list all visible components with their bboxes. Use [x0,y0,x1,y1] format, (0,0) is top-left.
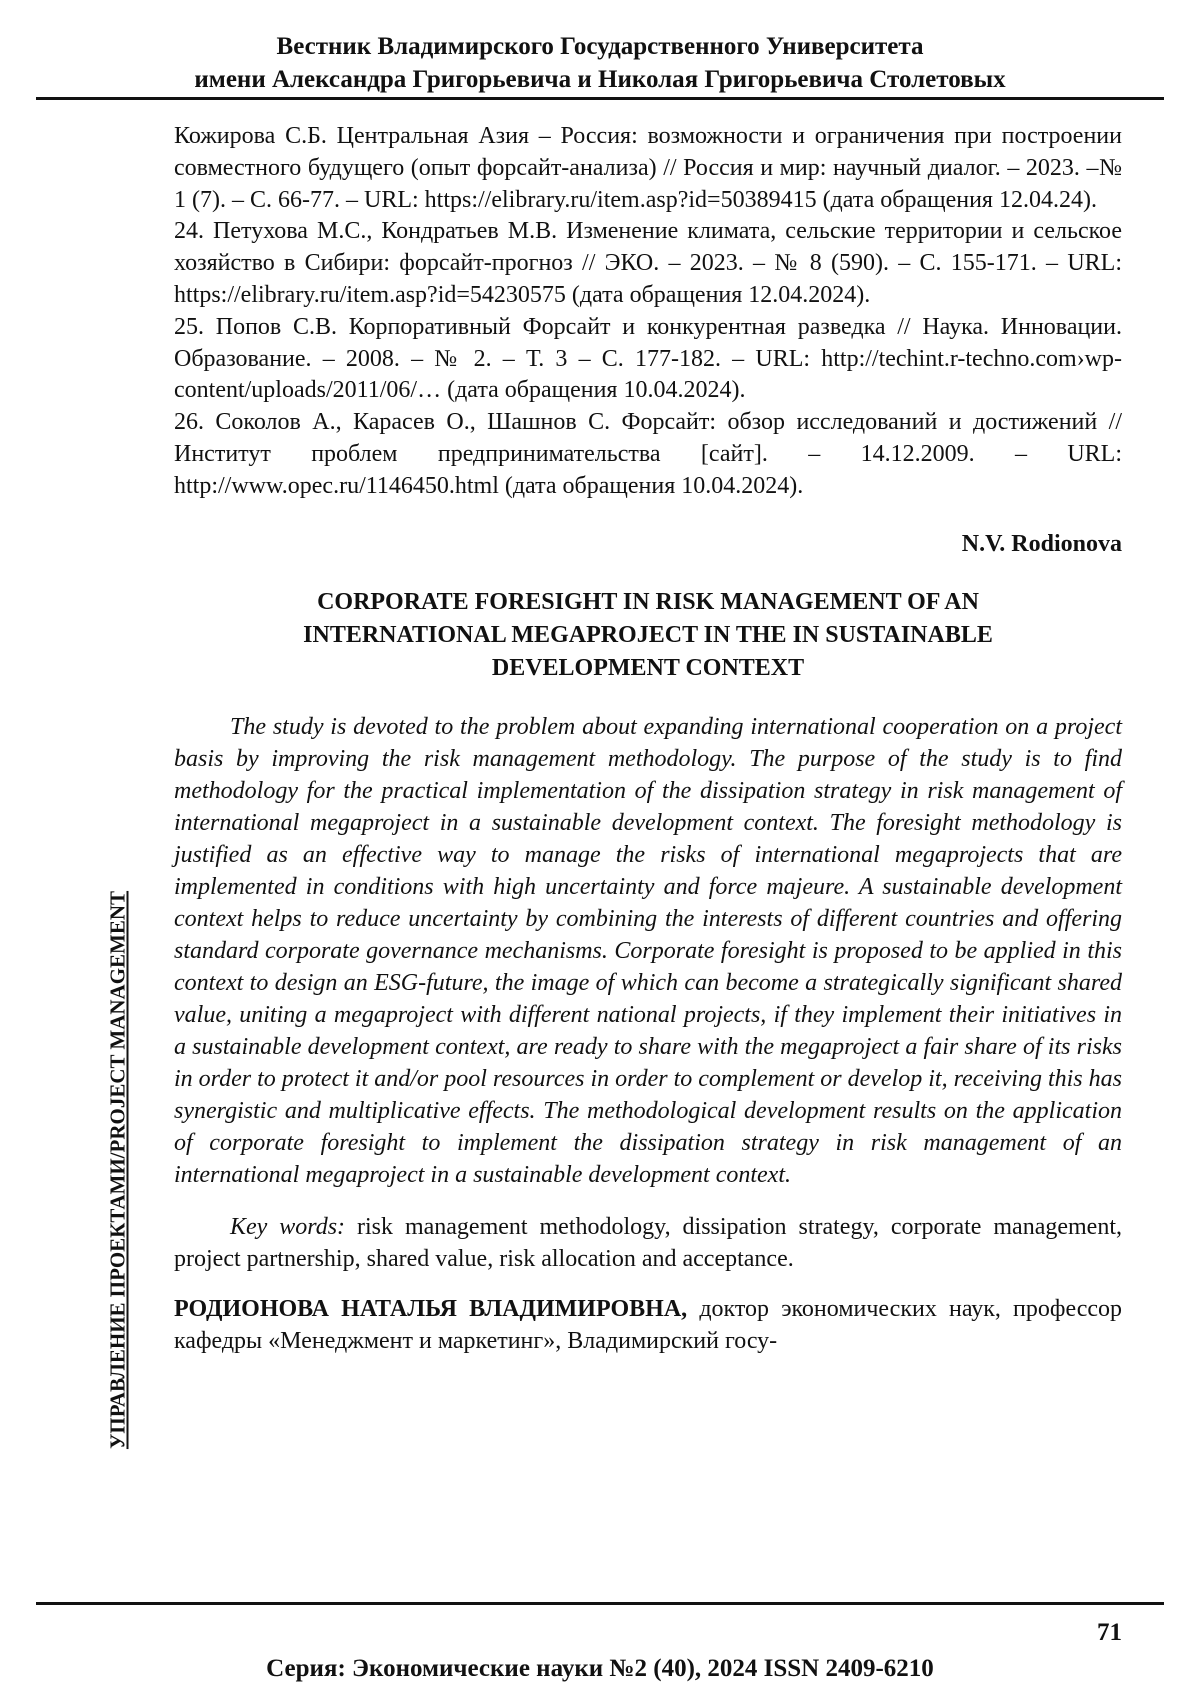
reference-item: 26. Соколов А., Карасев О., Шашнов С. Форсайт: обзор исследований и достижений // Институт проблем предпринимательства [сайт]. – 14.12.2009. – URL: http://www.opec.ru/1146450.html (дата обращения 10.04.2024). [174,409,1122,499]
reference-item: Кожирова С.Б. Центральная Азия – Россия: возможности и ограничения при построении совместного будущего (опыт форсайт-анализа) // Россия и мир: научный диалог. – 2023. –№ 1 (7). – С. 66-77. – URL: https://elibrary.ru/item.asp?id=50389415 (дата обращения 12.04.24). [174,123,1122,213]
section-side-label: УПРАВЛЕНИЕ ПРОЕКТАМИ/PROJECT MANAGEMENT [105,890,130,1450]
footer-rule [36,1602,1164,1605]
keywords-label: Key words: [230,1214,346,1241]
article-title-line: INTERNATIONAL MEGAPROJECT IN THE IN SUSTAINABLE [303,622,993,649]
reference-item: 24. Петухова М.С., Кондратьев М.В. Изменение климата, сельские территории и сельское хозяйство в Сибири: форсайт-прогноз // ЭКО. – 2023. – № 8 (590). – С. 155-171. – URL: https://elibrary.ru/item.asp?id=54230575 (дата обращения 12.04.2024). [174,218,1122,308]
author-details: доктор экономических наук, профессор кафедры «Менеджмент и маркетинг», Владимирский госу- [174,1296,1123,1355]
article-title [174,586,1122,685]
author-info [174,1293,1122,1357]
journal-title-line-1: Вестник Владимирского Государственного Университета [276,33,924,60]
page-content [174,121,1122,1357]
journal-header [0,30,1200,96]
reference-list [174,121,1122,503]
article-author: N.V. Rodionova [961,530,1122,557]
author-full-name: РОДИОНОВА НАТАЛЬЯ ВЛАДИМИРОВНА, [174,1296,688,1323]
journal-series-footer: Серия: Экономические науки №2 (40), 2024 ISSN 2409-6210 [266,1655,934,1682]
keywords-text: risk management methodology, dissipation strategy, corporate management, project partnership, shared value, risk allocation and acceptance. [174,1214,1122,1273]
journal-title-line-2: имени Александра Григорьевича и Николая Григорьевича Столетовых [194,66,1006,93]
article-abstract: The study is devoted to the problem about expanding international cooperation on a project basis by improving the risk management methodology. The purpose of the study is to find methodology for the practical implementation of the dissipation strategy in risk management of international megaproject in a sustainable development context. The foresight methodology is justified as an effective way to manage the risks of international megaprojects that are implemented in conditions with high uncertainty and force majeure. A sustainable development context helps to reduce uncertainty by combining the interests of different countries and offering standard corporate governance mechanisms. Corporate foresight is proposed to be applied in this context to design an ESG-future, the image of which can become a strategically significant shared value, uniting a megaproject with different national projects, if they implement their initiatives in a sustainable development context, are ready to share with the megaproject a fair share of its risks in order to protect it and/or pool resources in order to complement or develop it, receiving this has synergistic and multiplicative effects. The methodological development results on the application of corporate foresight to implement the dissipation strategy in risk management of an international megaproject in a sustainable development context. [174,714,1122,1189]
page-number: 71 [1097,1619,1122,1646]
reference-item: 25. Попов С.В. Корпоративный Форсайт и конкурентная разведка // Наука. Инновации. Образование. – 2008. – № 2. – Т. 3 – С. 177-182. – URL: http://techint.r-techno.com›wp-content/uploads/2011/06/… (дата обращения 10.04.2024). [174,313,1122,404]
article-title-line: DEVELOPMENT CONTEXT [491,655,805,682]
article-title-line: CORPORATE FORESIGHT IN RISK MANAGEMENT OF AN [317,589,979,616]
article-keywords [174,1211,1122,1275]
header-rule [36,97,1164,100]
